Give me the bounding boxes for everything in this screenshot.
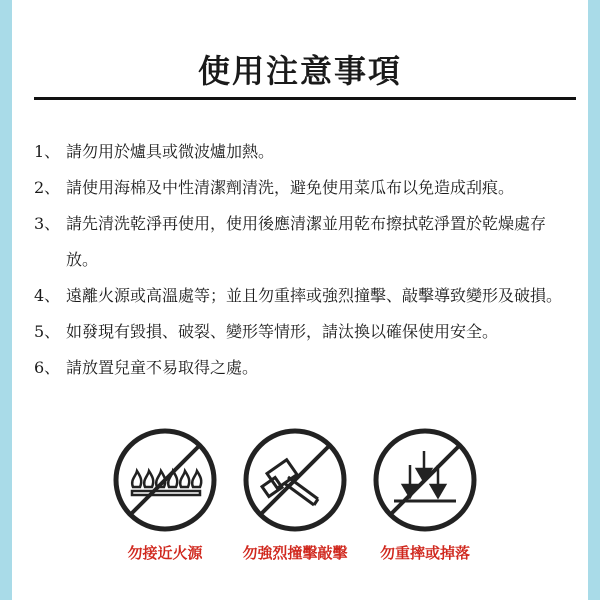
item-number: 2、 xyxy=(34,178,61,197)
caption-no-fire: 勿接近火源 xyxy=(127,544,203,562)
no-fire-icon xyxy=(110,425,220,535)
item-number: 3、 xyxy=(34,214,61,233)
item-text: 遠離火源或高溫處等；並且勿重摔或強烈撞擊、敲擊導致變形及破損。 xyxy=(66,286,563,305)
item-text: 請先清洗乾淨再使用，使用後應清潔並用乾布擦拭乾淨置於乾燥處存放。 xyxy=(66,214,547,269)
list-item xyxy=(34,134,574,170)
list-item xyxy=(34,170,574,206)
item-number: 5、 xyxy=(34,322,61,341)
caption-no-impact: 勿強烈撞擊敲擊 xyxy=(242,544,348,562)
list-item xyxy=(34,278,574,314)
item-text: 請勿用於爐具或微波爐加熱。 xyxy=(66,142,275,161)
list-item xyxy=(34,206,574,278)
caption-no-drop: 勿重摔或掉落 xyxy=(379,544,470,562)
item-text: 請使用海棉及中性清潔劑清洗，避免使用菜瓜布以免造成刮痕。 xyxy=(66,178,515,197)
no-impact-icon xyxy=(240,425,350,535)
item-number: 4、 xyxy=(34,286,61,305)
title-divider xyxy=(34,97,576,100)
no-drop-icon xyxy=(370,425,480,535)
page-title: 使用注意事項 xyxy=(197,52,402,90)
list-item xyxy=(34,350,574,386)
item-number: 6、 xyxy=(34,358,61,377)
item-number: 1、 xyxy=(34,142,61,161)
item-text: 請放置兒童不易取得之處。 xyxy=(66,358,259,377)
warning-icons xyxy=(0,425,600,535)
item-text: 如發現有毀損、破裂、變形等情形，請汰換以確保使用安全。 xyxy=(66,322,499,341)
list-item xyxy=(34,314,574,350)
notice-list xyxy=(34,134,574,386)
